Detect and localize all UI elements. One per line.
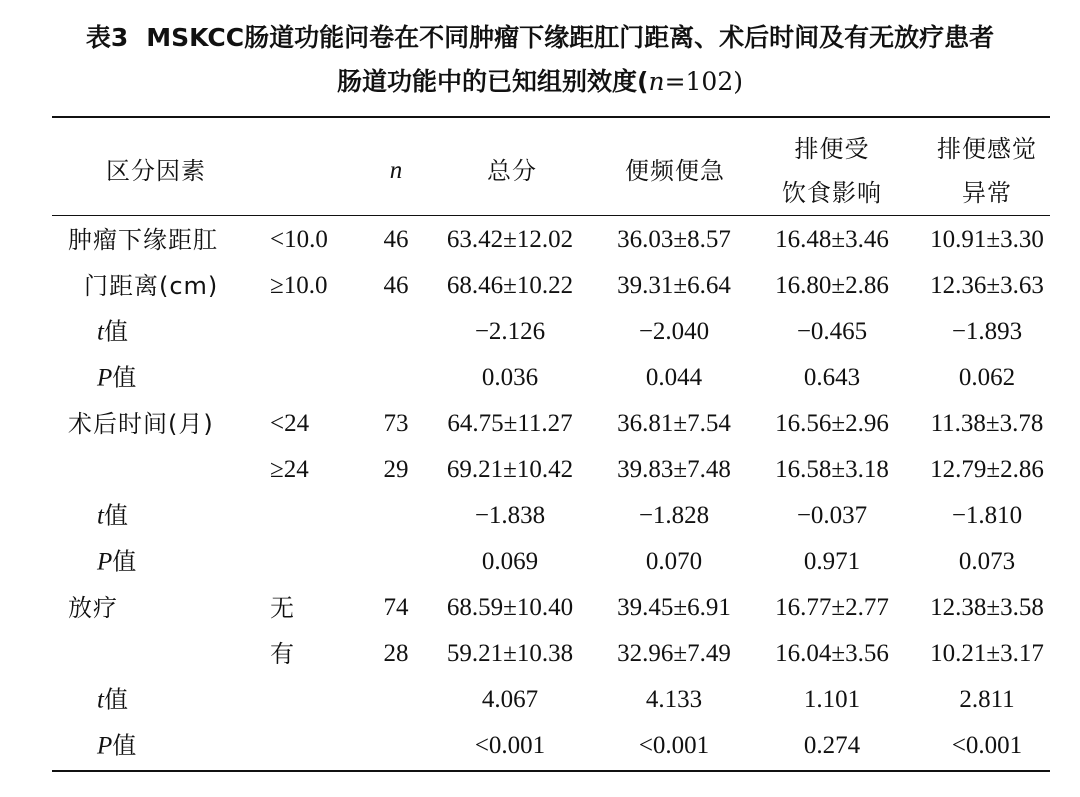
stat-label [97, 685, 128, 716]
table-title-n: n [648, 67, 665, 96]
cell-total: −1.838 [474, 502, 546, 529]
stat-label [97, 363, 136, 394]
cell-sensation: 12.79±2.86 [930, 456, 1044, 483]
cell-frequency: 0.070 [645, 548, 703, 575]
cell-frequency: 36.81±7.54 [617, 410, 731, 437]
row-group: <10.0 [270, 226, 328, 253]
cell-diet: 16.04±3.56 [775, 640, 889, 667]
table-title-end: =102) [664, 67, 743, 96]
cell-frequency: 0.044 [645, 364, 703, 391]
row-n: 46 [383, 272, 409, 299]
stat-word: 值 [103, 685, 128, 714]
cell-frequency: 32.96±7.49 [617, 640, 731, 667]
stat-symbol: P [97, 732, 113, 760]
cell-frequency: 4.133 [645, 686, 703, 713]
header-frequency: 便频便急 [625, 157, 725, 185]
cell-sensation: 10.21±3.17 [930, 640, 1044, 667]
row-n: 28 [383, 640, 409, 667]
table-title-cont: 肠道功能中的已知组别效度( [337, 67, 649, 96]
cell-sensation: 0.073 [958, 548, 1016, 575]
cell-total: <0.001 [474, 732, 546, 759]
cell-diet: 0.971 [803, 548, 861, 575]
stat-symbol: P [97, 548, 113, 576]
cell-diet: 16.48±3.46 [775, 226, 889, 253]
stat-label [97, 731, 136, 762]
cell-total: 4.067 [481, 686, 539, 713]
cell-diet: −0.465 [796, 318, 868, 345]
row-factor: 术后时间(月) [68, 410, 214, 438]
row-group: ≥24 [270, 456, 309, 483]
header-sensation-line2: 异常 [962, 179, 1012, 207]
stat-symbol: P [97, 364, 113, 392]
table-label: 表3 [85, 23, 129, 52]
cell-frequency: <0.001 [638, 732, 710, 759]
cell-sensation: <0.001 [951, 732, 1023, 759]
cell-frequency: 36.03±8.57 [617, 226, 731, 253]
cell-sensation: 12.36±3.63 [930, 272, 1044, 299]
row-n: 46 [383, 226, 409, 253]
header-factor: 区分因素 [106, 157, 206, 185]
table-title: MSKCC肠道功能问卷在不同肿瘤下缘距肛门距离、术后时间及有无放疗患者 [146, 23, 995, 52]
stat-word: 值 [112, 363, 137, 392]
cell-diet: 1.101 [803, 686, 861, 713]
stat-label [97, 547, 136, 578]
cell-sensation: 10.91±3.30 [930, 226, 1044, 253]
top-rule [52, 116, 1050, 118]
stat-word: 值 [103, 317, 128, 346]
cell-diet: 0.274 [803, 732, 861, 759]
cell-total: 68.46±10.22 [446, 272, 574, 299]
cell-sensation: 12.38±3.58 [930, 594, 1044, 621]
stat-word: 值 [112, 731, 137, 760]
cell-diet: 16.58±3.18 [775, 456, 889, 483]
row-group: ≥10.0 [270, 272, 328, 299]
row-n: 73 [383, 410, 409, 437]
header-sensation-line1: 排便感觉 [937, 135, 1037, 163]
header-total: 总分 [487, 157, 537, 185]
cell-total: −2.126 [474, 318, 546, 345]
stat-label [97, 317, 128, 348]
row-n: 74 [383, 594, 409, 621]
header-diet-line2: 饮食影响 [782, 179, 882, 207]
stat-symbol: t [97, 502, 104, 530]
cell-diet: 16.56±2.96 [775, 410, 889, 437]
cell-total: 0.036 [481, 364, 539, 391]
cell-total: 59.21±10.38 [446, 640, 574, 667]
cell-diet: 16.80±2.86 [775, 272, 889, 299]
cell-total: 68.59±10.40 [446, 594, 574, 621]
cell-diet: 16.77±2.77 [775, 594, 889, 621]
stat-word: 值 [112, 547, 137, 576]
row-n: 29 [383, 456, 409, 483]
header-diet-line1: 排便受 [794, 135, 870, 163]
cell-sensation: −1.810 [951, 502, 1023, 529]
cell-frequency: 39.31±6.64 [617, 272, 731, 299]
cell-diet: 0.643 [803, 364, 861, 391]
cell-frequency: 39.83±7.48 [617, 456, 731, 483]
cell-sensation: 11.38±3.78 [930, 410, 1044, 437]
stat-label [97, 501, 128, 532]
cell-total: 69.21±10.42 [446, 456, 574, 483]
cell-total: 64.75±11.27 [447, 410, 573, 437]
table-caption-line1 [0, 18, 1080, 54]
stat-symbol: t [97, 318, 104, 346]
row-factor: 肿瘤下缘距肛 [68, 226, 218, 254]
cell-sensation: 0.062 [958, 364, 1016, 391]
row-group: 有 [270, 640, 295, 668]
stat-symbol: t [97, 686, 104, 714]
table-caption-line2 [0, 62, 1080, 98]
row-group: <24 [270, 410, 310, 437]
cell-frequency: −1.828 [638, 502, 710, 529]
cell-sensation: −1.893 [951, 318, 1023, 345]
header-n: n [389, 157, 403, 184]
cell-frequency: 39.45±6.91 [617, 594, 731, 621]
row-factor: 放疗 [68, 594, 118, 622]
row-group: 无 [270, 594, 295, 622]
stat-word: 值 [103, 501, 128, 530]
cell-total: 63.42±12.02 [446, 226, 574, 253]
bottom-rule [52, 770, 1050, 772]
cell-sensation: 2.811 [959, 686, 1015, 713]
cell-total: 0.069 [481, 548, 539, 575]
cell-diet: −0.037 [796, 502, 868, 529]
header-rule [52, 215, 1050, 216]
row-factor: 门距离(cm) [84, 272, 219, 300]
cell-frequency: −2.040 [638, 318, 710, 345]
